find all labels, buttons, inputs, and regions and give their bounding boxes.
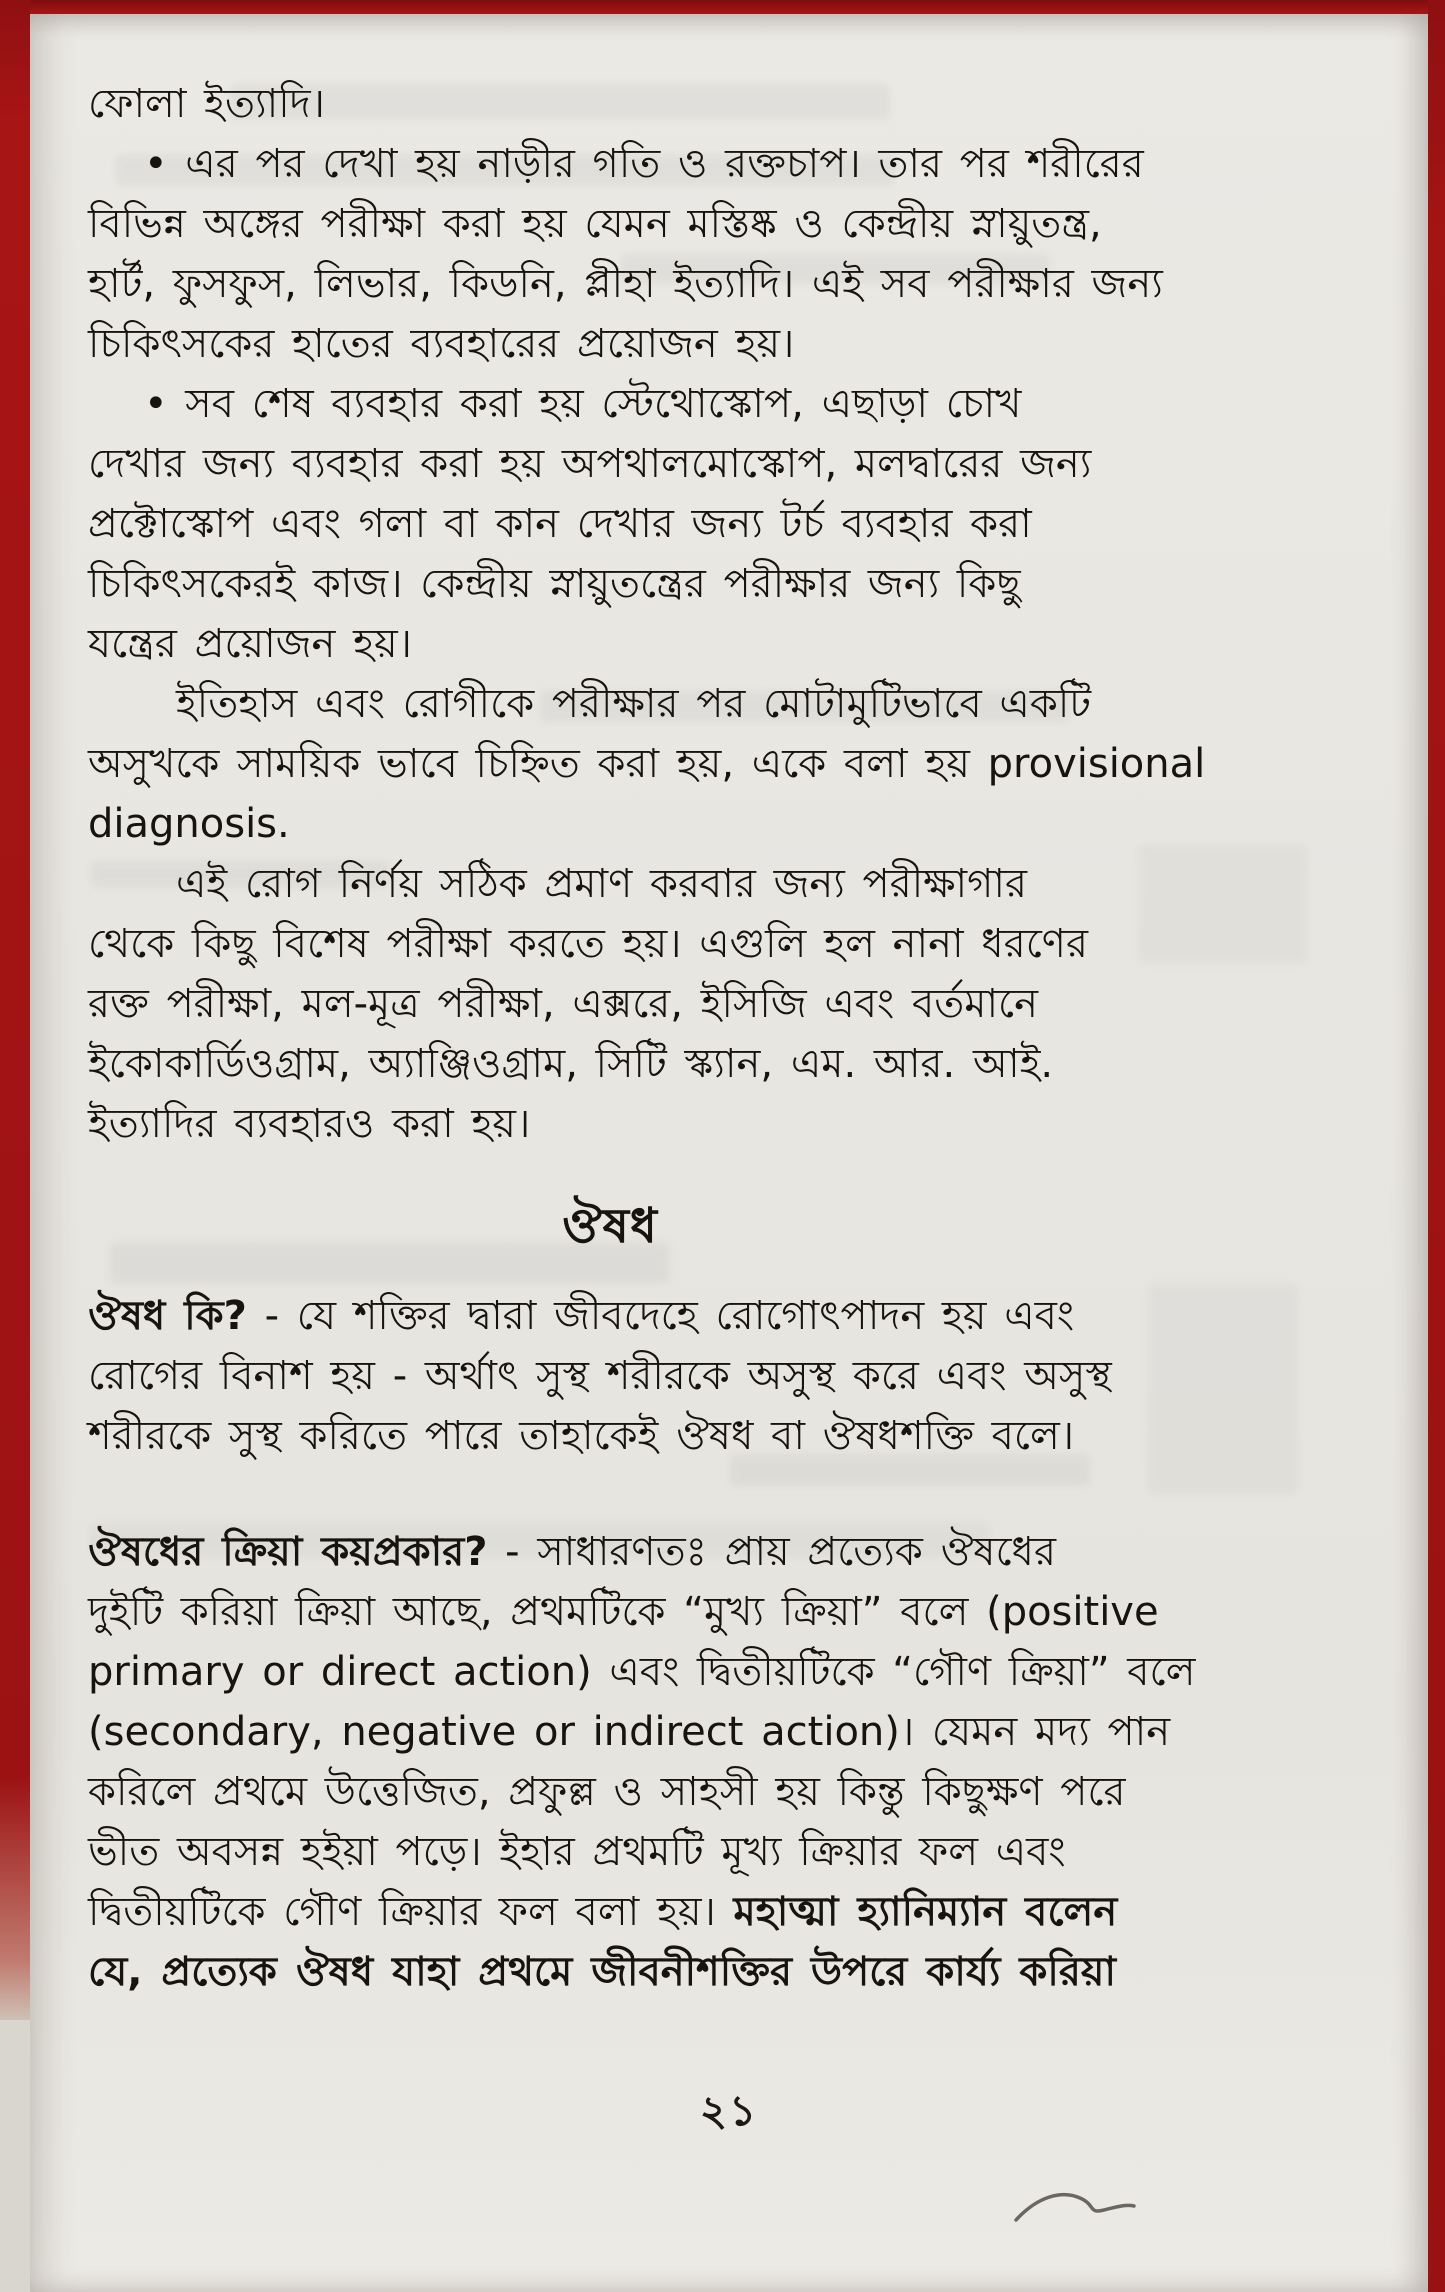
book-edge-right bbox=[1428, 0, 1445, 2292]
body-text-run: দ্বিতীয়টিকে গৌণ ক্রিয়ার ফল বলা হয়। bbox=[88, 1889, 734, 1935]
body-text-line: থেকে কিছু বিশেষ পরীক্ষা করতে হয়। এগুলি হল নানা ধরণের bbox=[88, 921, 1088, 967]
body-text-line: দেখার জন্য ব্যবহার করা হয় অপথালমোস্কোপ, মলদ্বারের জন্য bbox=[88, 441, 1092, 487]
body-text-line: অসুখকে সাময়িক ভাবে চিহ্নিত করা হয়, একে বলা হয় provisional bbox=[88, 741, 1206, 787]
body-text-line bbox=[88, 1522, 1132, 1582]
body-text-line: প্রক্টোস্কোপ এবং গলা বা কান দেখার জন্য টর্চ ব্যবহার করা bbox=[88, 501, 1032, 547]
body-text-line: রক্ত পরীক্ষা, মল-মূত্র পরীক্ষা, এক্সরে, ইসিজি এবং বর্তমানে bbox=[88, 981, 1039, 1027]
bold-lead-actions: ঔষধের ক্রিয়া কয়প্রকার? bbox=[88, 1529, 488, 1575]
body-text-line: হার্ট, ফুসফুস, লিভার, কিডনি, প্লীহা ইত্যাদি। এই সব পরীক্ষার জন্য bbox=[88, 261, 1163, 307]
body-text-line: diagnosis. bbox=[88, 801, 290, 847]
page-number: ২১ bbox=[699, 2086, 759, 2135]
body-text-run: - যে শক্তির দ্বারা জীবদেহে রোগোৎপাদন হয় এবং bbox=[246, 1293, 1075, 1339]
body-text-line: চিকিৎসকের হাতের ব্যবহারের প্রয়োজন হয়। bbox=[88, 321, 795, 367]
paragraph-lab-tests bbox=[88, 854, 1132, 1154]
body-text-line: যন্ত্রের প্রয়োজন হয়। bbox=[88, 621, 412, 667]
body-text-line: শরীরকে সুস্থ করিতে পারে তাহাকেই ঔষধ বা ঔষধশক্তি বলে। bbox=[88, 1413, 1075, 1459]
body-text-line: primary or direct action) এবং দ্বিতীয়টিকে “গৌণ ক্রিয়া” বলে bbox=[88, 1649, 1196, 1695]
body-text-line: ভীত অবসন্ন হইয়া পড়ে। ইহার প্রথমটি মূখ্য ক্রিয়ার ফল এবং bbox=[88, 1829, 1066, 1875]
body-text-line: এই রোগ নির্ণয় সঠিক প্রমাণ করবার জন্য পরীক্ষাগার bbox=[176, 861, 1027, 907]
paper-page bbox=[30, 14, 1428, 2292]
body-text-line: ইতিহাস এবং রোগীকে পরীক্ষার পর মোটামুটিভাবে একটি bbox=[176, 681, 1092, 727]
show-through-ghost bbox=[1148, 1284, 1298, 1494]
body-text-line: রোগের বিনাশ হয় - অর্থাৎ সুস্থ শরীরকে অসুস্থ করে এবং অসুস্থ bbox=[88, 1353, 1112, 1399]
body-text-line: ইকোকার্ডিওগ্রাম, অ্যাঞ্জিওগ্রাম, সিটি স্ক্যান, এম. আর. আই. bbox=[88, 1041, 1054, 1087]
bullet-paragraph-examination bbox=[88, 134, 1163, 374]
body-text-run: - সাধারণতঃ প্রায় প্রত্যেক ঔষধের bbox=[487, 1529, 1056, 1575]
book-edge-left bbox=[0, 0, 30, 2020]
paragraph-continuation bbox=[88, 74, 1132, 134]
paragraph-what-is-medicine bbox=[88, 1286, 1132, 1466]
body-text-line: চিকিৎসকেরই কাজ। কেন্দ্রীয় স্নায়ুতন্ত্রের পরীক্ষার জন্য কিছু bbox=[88, 561, 1021, 607]
bold-lead-what-is-medicine: ঔষধ কি? bbox=[88, 1293, 247, 1339]
body-text-line: বিভিন্ন অঙ্গের পরীক্ষা করা হয় যেমন মস্তিষ্ক ও কেন্দ্রীয় স্নায়ুতন্ত্র, bbox=[88, 201, 1102, 247]
body-text-line: ফোলা ইত্যাদি। bbox=[88, 81, 325, 127]
bullet-paragraph-instruments bbox=[88, 374, 1132, 674]
bold-hahnemann-says: মহাত্মা হ্যানিম্যান বলেন bbox=[733, 1889, 1118, 1935]
body-text-line bbox=[88, 1286, 1132, 1346]
book-edge-top bbox=[0, 0, 1445, 14]
pen-squiggle-mark bbox=[1010, 2180, 1140, 2234]
paragraph-provisional-diagnosis bbox=[88, 674, 1206, 854]
text-column bbox=[88, 74, 1206, 2002]
body-text-line: (secondary, negative or indirect action)। যেমন মদ্য পান bbox=[88, 1709, 1171, 1755]
book-edge-left-fade bbox=[0, 2020, 30, 2292]
paragraph-actions-of-medicine bbox=[88, 1522, 1196, 2002]
show-through-ghost bbox=[1138, 844, 1308, 964]
body-text-line bbox=[88, 1882, 1132, 1942]
section-heading-medicine: ঔষধ bbox=[562, 1198, 658, 1254]
body-text-line: দুইটি করিয়া ক্রিয়া আছে, প্রথমটিকে “মুখ্য ক্রিয়া” বলে (positive bbox=[88, 1589, 1159, 1635]
bullet-line: • সব শেষ ব্যবহার করা হয় স্টেথোস্কোপ, এছাড়া চোখ bbox=[144, 381, 1022, 427]
body-text-line: করিলে প্রথমে উত্তেজিত, প্রফুল্ল ও সাহসী হয় কিন্তু কিছুক্ষণ পরে bbox=[88, 1769, 1126, 1815]
body-text-line: যে, প্রত্যেক ঔষধ যাহা প্রথমে জীবনীশক্তির উপরে কার্য্য করিয়া bbox=[88, 1949, 1116, 1995]
bullet-line: • এর পর দেখা হয় নাড়ীর গতি ও রক্তচাপ। তার পর শরীরের bbox=[144, 141, 1144, 187]
body-text-line: ইত্যাদির ব্যবহারও করা হয়। bbox=[88, 1101, 531, 1147]
